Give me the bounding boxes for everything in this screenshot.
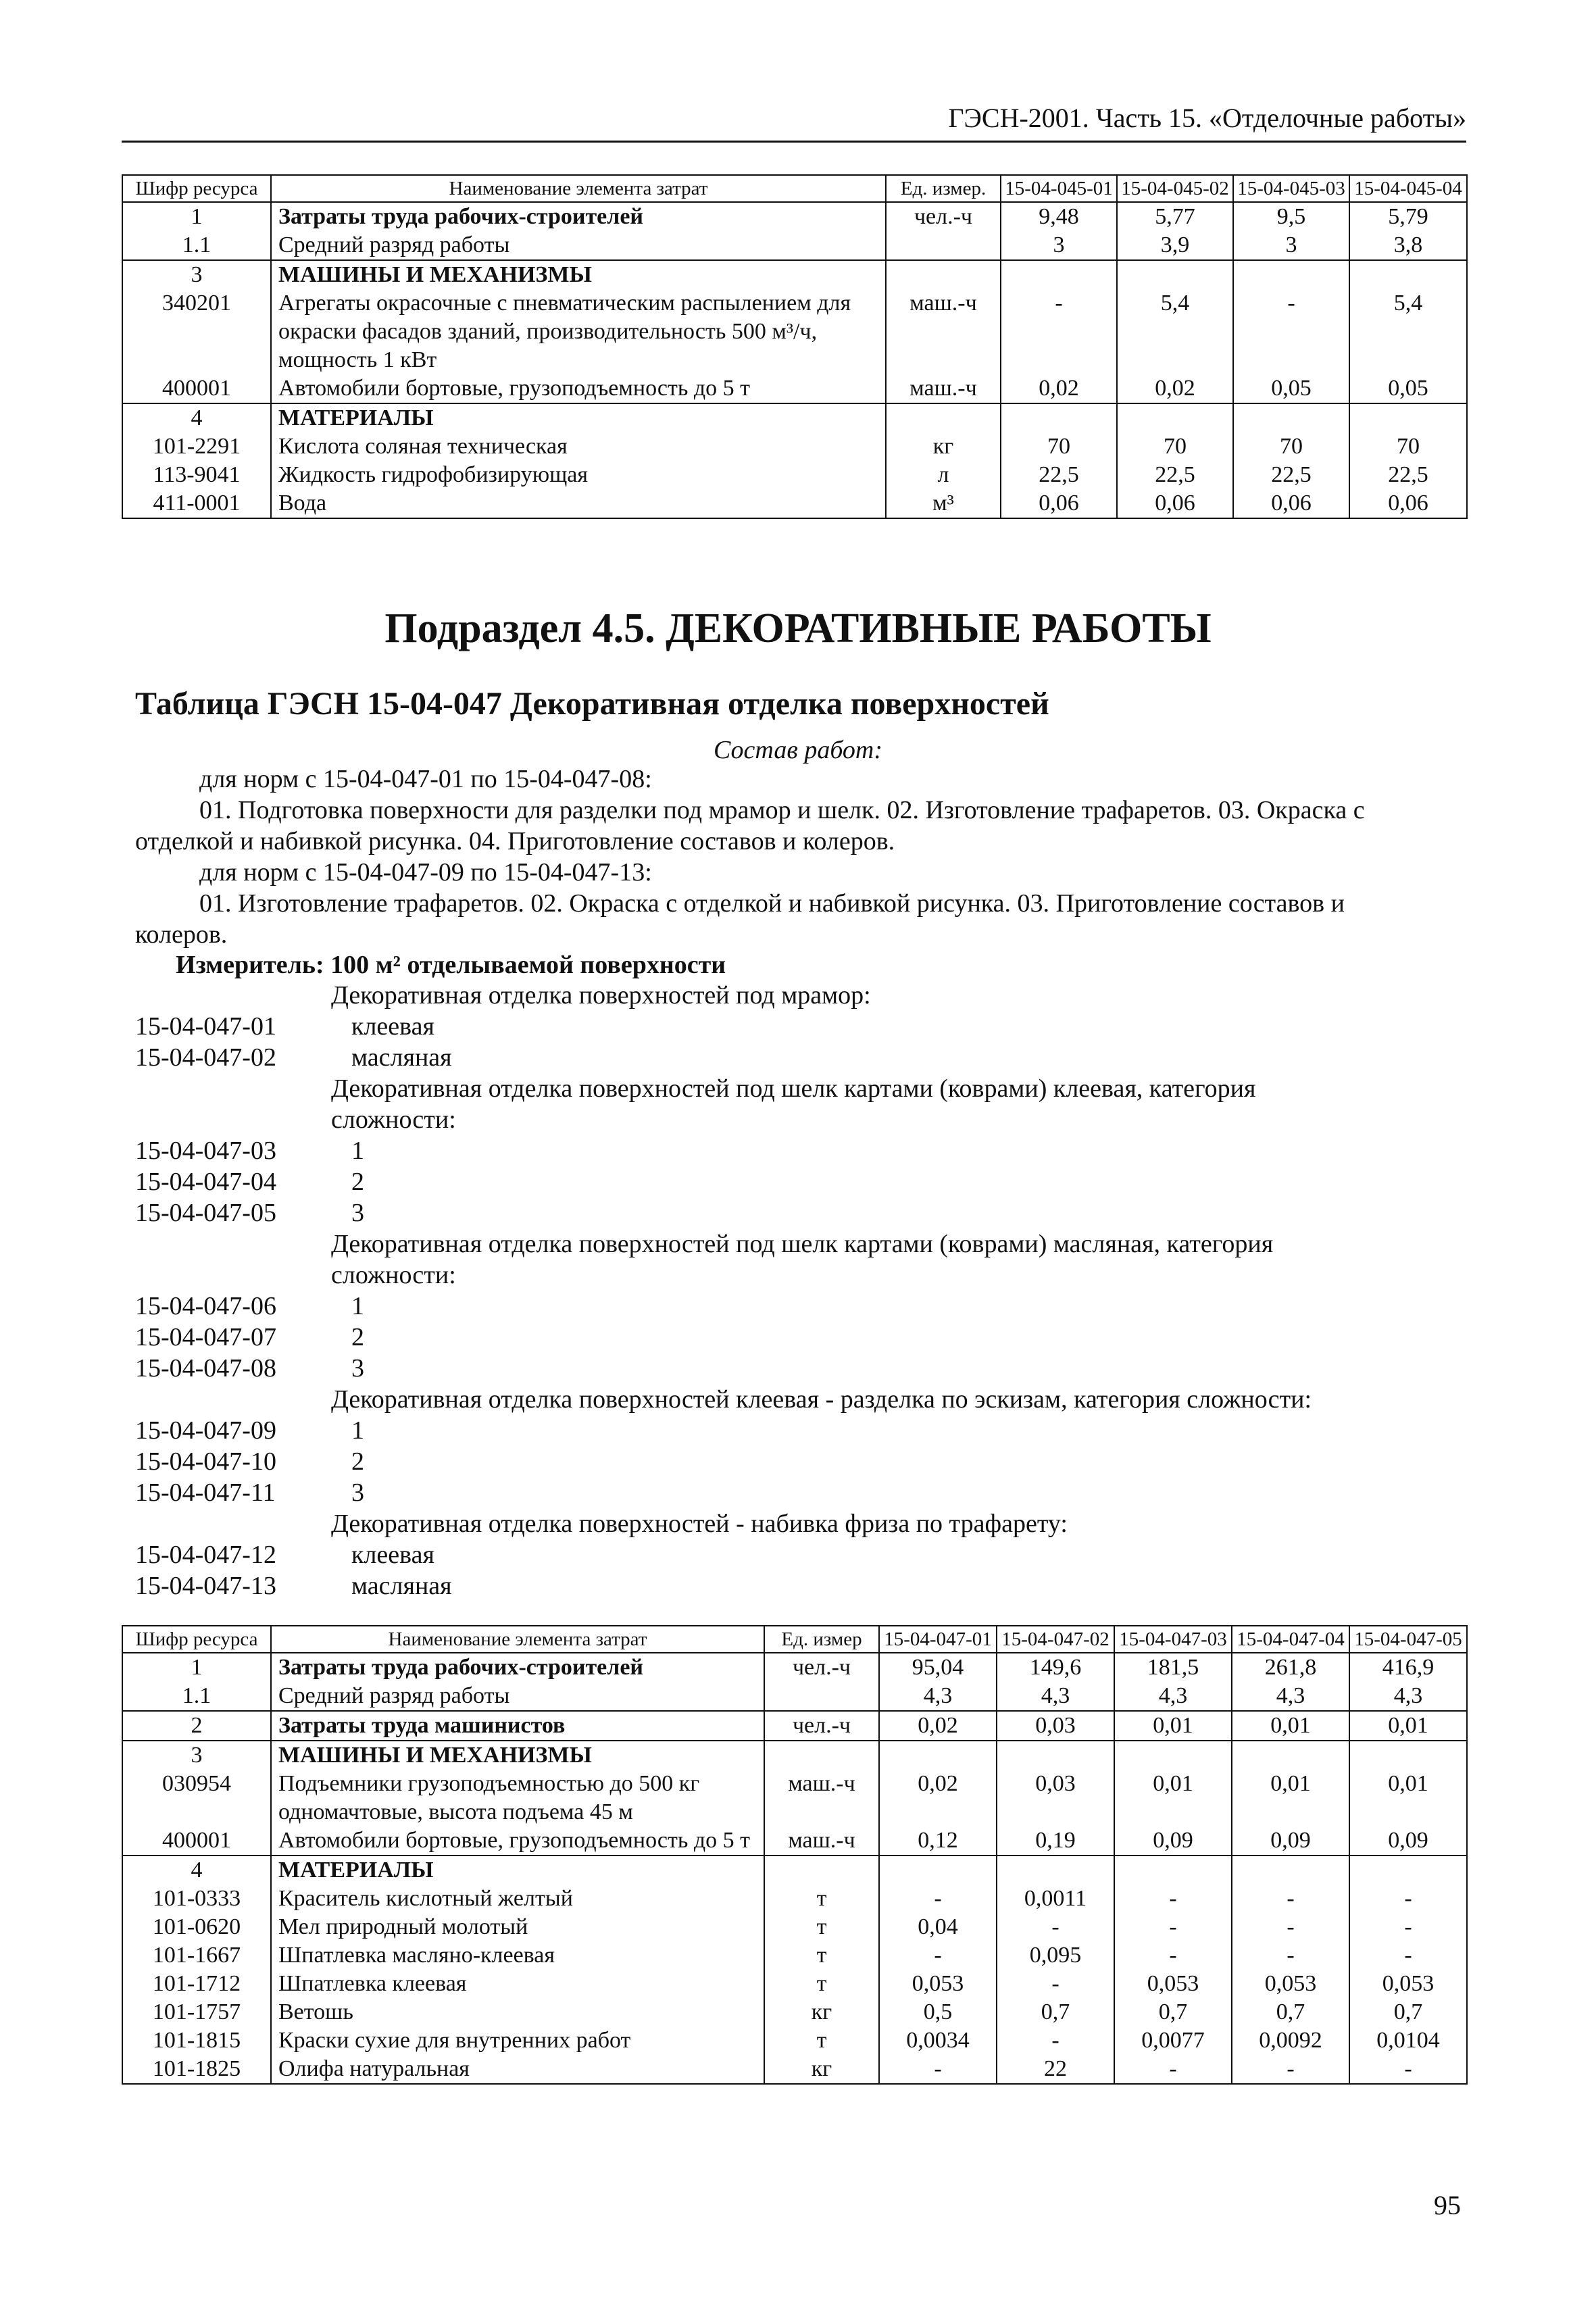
column-header: 15-04-045-03 <box>1233 175 1349 202</box>
value-cell: 3 <box>1233 231 1349 260</box>
value-cell <box>1001 403 1117 432</box>
value-cell: - <box>1114 1941 1232 1970</box>
cost-element-name: Шпатлевка масляно-клеевая <box>271 1941 764 1970</box>
value-cell: 70 <box>1349 432 1467 461</box>
unit-cell: м³ <box>886 489 1001 518</box>
value-cell: 22,5 <box>1233 461 1349 489</box>
value-cell: 0,0011 <box>997 1885 1114 1913</box>
unit-cell: л <box>886 461 1001 489</box>
value-cell: 4,3 <box>1232 1682 1349 1711</box>
value-cell <box>1114 1856 1232 1885</box>
composition-group2-label: для норм с 15-04-047-09 по 15-04-047-13: <box>199 858 652 887</box>
value-cell <box>879 1741 997 1770</box>
value-cell: 0,06 <box>1233 489 1349 518</box>
resource-code: 411-0001 <box>122 489 271 518</box>
composition-group1-line1: 01. Подготовка поверхности для разделки под мрамор и шелк. 02. Изготовление трафаретов. 03. Окраска с <box>199 796 1365 824</box>
norm-code: 15-04-047-12 <box>135 1541 276 1569</box>
value-cell: 3,9 <box>1117 231 1233 260</box>
column-header: Ед. измер. <box>886 175 1001 202</box>
norm-group-heading: сложности: <box>331 1261 456 1289</box>
cost-element-name: Автомобили бортовые, грузоподъемность до 5 т <box>271 374 886 403</box>
table-row <box>122 403 1467 432</box>
norm-code: 15-04-047-04 <box>135 1168 276 1196</box>
resource-code: 3 <box>122 1741 271 1770</box>
table-row <box>122 461 1467 489</box>
norm-code: 15-04-047-01 <box>135 1012 276 1041</box>
value-cell <box>879 1856 997 1885</box>
value-cell <box>1233 260 1349 289</box>
value-cell <box>1349 1741 1467 1770</box>
cost-element-name: Средний разряд работы <box>271 1682 764 1711</box>
value-cell: 0,12 <box>879 1826 997 1856</box>
unit-cell <box>886 260 1001 289</box>
value-cell: 95,04 <box>879 1653 997 1682</box>
norm-item-text: 1 <box>351 1137 364 1165</box>
norm-item-text: 1 <box>351 1416 364 1445</box>
value-cell <box>1117 260 1233 289</box>
cost-element-name: Затраты труда машинистов <box>271 1711 764 1741</box>
value-cell: - <box>1001 289 1117 374</box>
unit-cell: маш.-ч <box>886 289 1001 374</box>
value-cell: 0,04 <box>879 1913 997 1941</box>
unit-cell: маш.-ч <box>886 374 1001 403</box>
norm-group-heading: сложности: <box>331 1105 456 1134</box>
resource-code: 400001 <box>122 1826 271 1856</box>
unit-cell <box>886 403 1001 432</box>
table-row <box>122 2026 1467 2055</box>
value-cell <box>1232 1856 1349 1885</box>
unit-cell: т <box>764 1885 879 1913</box>
resource-code: 101-1667 <box>122 1941 271 1970</box>
value-cell <box>997 1741 1114 1770</box>
value-cell: 0,09 <box>1232 1826 1349 1856</box>
value-cell: 0,01 <box>1114 1711 1232 1741</box>
value-cell: 22,5 <box>1349 461 1467 489</box>
value-cell: 0,01 <box>1349 1711 1467 1741</box>
norm-code: 15-04-047-11 <box>135 1478 276 1507</box>
value-cell <box>1349 403 1467 432</box>
value-cell: 4,3 <box>879 1682 997 1711</box>
value-cell: 0,01 <box>1232 1711 1349 1741</box>
column-header: Наименование элемента затрат <box>271 1626 764 1653</box>
value-cell: - <box>1232 2055 1349 2084</box>
column-header: 15-04-047-05 <box>1349 1626 1467 1653</box>
value-cell: 0,5 <box>879 1998 997 2026</box>
norm-item-text: 3 <box>351 1354 364 1383</box>
table-row <box>122 231 1467 260</box>
value-cell: 4,3 <box>1349 1682 1467 1711</box>
value-cell: 0,09 <box>1114 1826 1232 1856</box>
value-cell: - <box>1349 2055 1467 2084</box>
column-header: Наименование элемента затрат <box>271 175 886 202</box>
value-cell: 9,5 <box>1233 202 1349 231</box>
norm-code: 15-04-047-07 <box>135 1323 276 1351</box>
value-cell <box>1001 260 1117 289</box>
value-cell: 0,02 <box>1001 374 1117 403</box>
resource-code: 101-1712 <box>122 1970 271 1998</box>
norm-item-text: клеевая <box>351 1012 434 1041</box>
cost-element-name: Затраты труда рабочих-строителей <box>271 202 886 231</box>
subsection-title: Подраздел 4.5. ДЕКОРАТИВНЫЕ РАБОТЫ <box>384 605 1212 651</box>
unit-cell <box>886 231 1001 260</box>
norm-code: 15-04-047-06 <box>135 1292 276 1320</box>
resource-code: 400001 <box>122 374 271 403</box>
norm-item-text: 3 <box>351 1478 364 1507</box>
norm-code: 15-04-047-09 <box>135 1416 276 1445</box>
unit-cell <box>764 1741 879 1770</box>
norm-item-text: клеевая <box>351 1541 434 1569</box>
composition-group1-label: для норм с 15-04-047-01 по 15-04-047-08: <box>199 765 652 793</box>
value-cell: 4,3 <box>997 1682 1114 1711</box>
value-cell: - <box>879 1941 997 1970</box>
value-cell <box>1349 1856 1467 1885</box>
resource-code: 4 <box>122 1856 271 1885</box>
column-header: 15-04-045-01 <box>1001 175 1117 202</box>
resource-code: 101-0333 <box>122 1885 271 1913</box>
value-cell <box>1349 260 1467 289</box>
norm-code: 15-04-047-10 <box>135 1447 276 1476</box>
table-row <box>122 260 1467 289</box>
value-cell: - <box>997 1913 1114 1941</box>
value-cell: 0,03 <box>997 1770 1114 1826</box>
cost-element-name: Автомобили бортовые, грузоподъемность до 5 т <box>271 1826 764 1856</box>
running-header: ГЭСН-2001. Часть 15. «Отделочные работы» <box>122 101 1466 143</box>
norm-group-heading: Декоративная отделка поверхностей под шелк картами (коврами) масляная, категория <box>331 1230 1274 1258</box>
value-cell: 9,48 <box>1001 202 1117 231</box>
value-cell: - <box>879 2055 997 2084</box>
column-header: 15-04-047-03 <box>1114 1626 1232 1653</box>
unit-cell <box>764 1682 879 1711</box>
value-cell: 0,01 <box>1349 1770 1467 1826</box>
value-cell: 261,8 <box>1232 1653 1349 1682</box>
value-cell: 3,8 <box>1349 231 1467 260</box>
unit-cell: кг <box>886 432 1001 461</box>
table-row <box>122 432 1467 461</box>
column-header: Ед. измер <box>764 1626 879 1653</box>
table-row <box>122 1970 1467 1998</box>
table-row <box>122 1770 1467 1826</box>
column-header: Шифр ресурса <box>122 1626 271 1653</box>
composition-group2-line2: колеров. <box>135 920 228 949</box>
resource-code: 4 <box>122 403 271 432</box>
value-cell: 0,095 <box>997 1941 1114 1970</box>
unit-cell: чел.-ч <box>764 1653 879 1682</box>
cost-element-name: Мел природный молотый <box>271 1913 764 1941</box>
composition-group2-line1: 01. Изготовление трафаретов. 02. Окраска с отделкой и набивкой рисунка. 03. Приготовление составов и <box>199 889 1345 918</box>
value-cell: - <box>1349 1885 1467 1913</box>
value-cell: 70 <box>1233 432 1349 461</box>
value-cell: - <box>1114 1913 1232 1941</box>
page-number: 95 <box>1434 2190 1461 2220</box>
table-row <box>122 1653 1467 1682</box>
value-cell: 22,5 <box>1117 461 1233 489</box>
value-cell: - <box>1349 1941 1467 1970</box>
cost-element-name: Вода <box>271 489 886 518</box>
value-cell: - <box>1232 1913 1349 1941</box>
value-cell: 0,02 <box>879 1770 997 1826</box>
cost-element-name: Жидкость гидрофобизирующая <box>271 461 886 489</box>
value-cell: 0,7 <box>1114 1998 1232 2026</box>
norm-item-text: масляная <box>351 1043 452 1072</box>
table-row <box>122 202 1467 231</box>
cost-element-name: Кислота соляная техническая <box>271 432 886 461</box>
value-cell: 5,4 <box>1349 289 1467 374</box>
value-cell: - <box>997 2026 1114 2055</box>
cost-element-name: МАТЕРИАЛЫ <box>271 403 886 432</box>
value-cell: 0,7 <box>1232 1998 1349 2026</box>
cost-element-name: Краситель кислотный желтый <box>271 1885 764 1913</box>
table-row <box>122 1682 1467 1711</box>
value-cell <box>997 1856 1114 1885</box>
resource-code: 3 <box>122 260 271 289</box>
table-title: Таблица ГЭСН 15-04-047 Декоративная отделка поверхностей <box>135 686 1049 722</box>
value-cell: 0,0092 <box>1232 2026 1349 2055</box>
measure-unit: Измеритель: 100 м² отделываемой поверхности <box>176 951 726 979</box>
table-row <box>122 2055 1467 2084</box>
value-cell: 70 <box>1117 432 1233 461</box>
value-cell <box>1232 1741 1349 1770</box>
cost-element-name: Агрегаты окрасочные с пневматическим распылением для окраски фасадов зданий, производительность 500 м³/ч, мощность 1 кВт <box>271 289 886 374</box>
value-cell: 0,02 <box>879 1711 997 1741</box>
norm-item-text: 3 <box>351 1199 364 1227</box>
norm-code: 15-04-047-13 <box>135 1572 276 1600</box>
unit-cell: маш.-ч <box>764 1770 879 1826</box>
value-cell: 181,5 <box>1114 1653 1232 1682</box>
value-cell: 0,053 <box>1114 1970 1232 1998</box>
norm-code: 15-04-047-03 <box>135 1137 276 1165</box>
table-row <box>122 1998 1467 2026</box>
table-row <box>122 1885 1467 1913</box>
column-header: 15-04-047-02 <box>997 1626 1114 1653</box>
resource-code: 1.1 <box>122 231 271 260</box>
resource-code: 1 <box>122 202 271 231</box>
value-cell: 5,77 <box>1117 202 1233 231</box>
value-cell: 0,01 <box>1232 1770 1349 1826</box>
value-cell: 0,0104 <box>1349 2026 1467 2055</box>
value-cell: - <box>997 1970 1114 1998</box>
value-cell <box>1117 403 1233 432</box>
resource-code: 030954 <box>122 1770 271 1826</box>
resource-code: 101-2291 <box>122 432 271 461</box>
column-header: 15-04-047-04 <box>1232 1626 1349 1653</box>
norm-code: 15-04-047-05 <box>135 1199 276 1227</box>
value-cell: - <box>1232 1941 1349 1970</box>
value-cell: 0,09 <box>1349 1826 1467 1856</box>
norm-group-heading: Декоративная отделка поверхностей - набивка фриза по трафарету: <box>331 1510 1068 1538</box>
value-cell: - <box>1349 1913 1467 1941</box>
resource-table-045 <box>122 174 1468 519</box>
value-cell: 416,9 <box>1349 1653 1467 1682</box>
value-cell <box>1114 1741 1232 1770</box>
unit-cell: т <box>764 1970 879 1998</box>
value-cell: 0,02 <box>1117 374 1233 403</box>
norm-group-heading: Декоративная отделка поверхностей клеевая - разделка по эскизам, категория сложности: <box>331 1385 1312 1414</box>
value-cell: 0,7 <box>997 1998 1114 2026</box>
norm-item-text: 2 <box>351 1447 364 1476</box>
value-cell: 22,5 <box>1001 461 1117 489</box>
value-cell: 5,79 <box>1349 202 1467 231</box>
value-cell: 0,06 <box>1001 489 1117 518</box>
value-cell: - <box>1232 1885 1349 1913</box>
value-cell: 3 <box>1001 231 1117 260</box>
norm-item-text: 1 <box>351 1292 364 1320</box>
value-cell: - <box>1233 289 1349 374</box>
cost-element-name: Ветошь <box>271 1998 764 2026</box>
resource-code: 101-1815 <box>122 2026 271 2055</box>
value-cell <box>1233 403 1349 432</box>
cost-element-name: Шпатлевка клеевая <box>271 1970 764 1998</box>
cost-element-name: Средний разряд работы <box>271 231 886 260</box>
table-row <box>122 1741 1467 1770</box>
resource-code: 101-1825 <box>122 2055 271 2084</box>
resource-code: 1.1 <box>122 1682 271 1711</box>
column-header: Шифр ресурса <box>122 175 271 202</box>
value-cell: 4,3 <box>1114 1682 1232 1711</box>
value-cell: - <box>1114 1885 1232 1913</box>
value-cell: 70 <box>1001 432 1117 461</box>
norm-item-text: 2 <box>351 1323 364 1351</box>
norm-item-text: 2 <box>351 1168 364 1196</box>
cost-element-name: Краски сухие для внутренних работ <box>271 2026 764 2055</box>
norm-code: 15-04-047-02 <box>135 1043 276 1072</box>
resource-code: 101-0620 <box>122 1913 271 1941</box>
unit-cell: маш.-ч <box>764 1826 879 1856</box>
column-header: 15-04-045-04 <box>1349 175 1467 202</box>
cost-element-name: МАТЕРИАЛЫ <box>271 1856 764 1885</box>
table-row <box>122 489 1467 518</box>
value-cell: 0,06 <box>1117 489 1233 518</box>
table-row <box>122 289 1467 374</box>
composition-label: Состав работ: <box>713 736 883 764</box>
unit-cell: кг <box>764 1998 879 2026</box>
table-row <box>122 1941 1467 1970</box>
value-cell: 0,19 <box>997 1826 1114 1856</box>
unit-cell <box>764 1856 879 1885</box>
table-header-row <box>122 175 1467 202</box>
column-header: 15-04-047-01 <box>879 1626 997 1653</box>
cost-element-name: МАШИНЫ И МЕХАНИЗМЫ <box>271 1741 764 1770</box>
unit-cell: чел.-ч <box>886 202 1001 231</box>
value-cell: 0,06 <box>1349 489 1467 518</box>
norm-group-heading: Декоративная отделка поверхностей под мрамор: <box>331 981 871 1010</box>
cost-element-name: МАШИНЫ И МЕХАНИЗМЫ <box>271 260 886 289</box>
value-cell: - <box>879 1885 997 1913</box>
table-row <box>122 374 1467 403</box>
value-cell: 0,01 <box>1114 1770 1232 1826</box>
table-header-row <box>122 1626 1467 1653</box>
value-cell: 5,4 <box>1117 289 1233 374</box>
resource-code: 101-1757 <box>122 1998 271 2026</box>
column-header: 15-04-045-02 <box>1117 175 1233 202</box>
value-cell: 0,053 <box>1349 1970 1467 1998</box>
resource-code: 1 <box>122 1653 271 1682</box>
norm-code: 15-04-047-08 <box>135 1354 276 1383</box>
unit-cell: т <box>764 2026 879 2055</box>
unit-cell: кг <box>764 2055 879 2084</box>
unit-cell: чел.-ч <box>764 1711 879 1741</box>
cost-element-name: Подъемники грузоподъемностью до 500 кг одномачтовые, высота подъема 45 м <box>271 1770 764 1826</box>
value-cell: 0,05 <box>1349 374 1467 403</box>
norm-item-text: масляная <box>351 1572 452 1600</box>
norm-group-heading: Декоративная отделка поверхностей под шелк картами (коврами) клеевая, категория <box>331 1074 1256 1103</box>
unit-cell: т <box>764 1913 879 1941</box>
resource-code: 2 <box>122 1711 271 1741</box>
value-cell: 0,05 <box>1233 374 1349 403</box>
table-row <box>122 1826 1467 1856</box>
resource-table-047 <box>122 1625 1468 2085</box>
value-cell: 0,0034 <box>879 2026 997 2055</box>
table-row <box>122 1913 1467 1941</box>
value-cell: 0,053 <box>1232 1970 1349 1998</box>
composition-group1-line2: отделкой и набивкой рисунка. 04. Приготовление составов и колеров. <box>135 827 895 855</box>
value-cell: 0,053 <box>879 1970 997 1998</box>
value-cell: 0,7 <box>1349 1998 1467 2026</box>
resource-code: 113-9041 <box>122 461 271 489</box>
resource-code: 340201 <box>122 289 271 374</box>
value-cell: 0,03 <box>997 1711 1114 1741</box>
table-row <box>122 1711 1467 1741</box>
cost-element-name: Олифа натуральная <box>271 2055 764 2084</box>
table-row <box>122 1856 1467 1885</box>
value-cell: 149,6 <box>997 1653 1114 1682</box>
value-cell: 0,0077 <box>1114 2026 1232 2055</box>
value-cell: - <box>1114 2055 1232 2084</box>
unit-cell: т <box>764 1941 879 1970</box>
cost-element-name: Затраты труда рабочих-строителей <box>271 1653 764 1682</box>
value-cell: 22 <box>997 2055 1114 2084</box>
